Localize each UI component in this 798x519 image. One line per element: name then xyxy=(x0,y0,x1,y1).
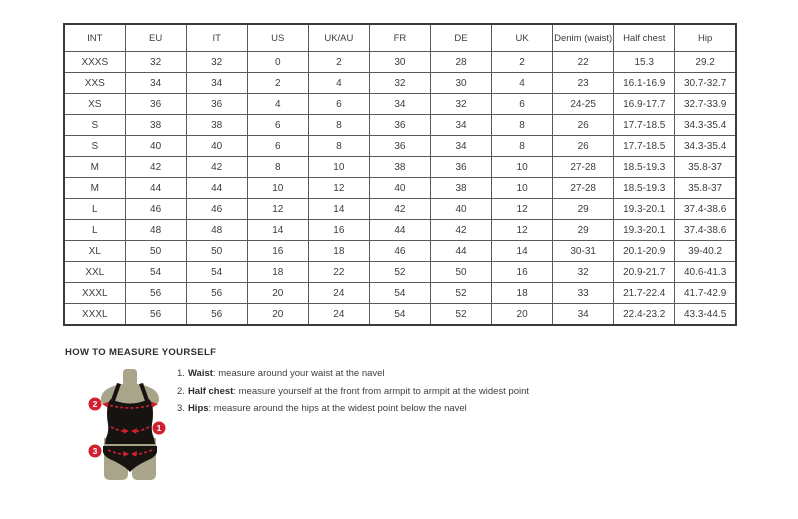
size-cell: 24 xyxy=(308,283,369,304)
size-cell: 29 xyxy=(553,199,614,220)
measure-steps xyxy=(177,368,529,421)
size-cell: 2 xyxy=(308,52,369,73)
size-cell: 32 xyxy=(369,73,430,94)
size-cell: 48 xyxy=(125,220,186,241)
size-cell: 46 xyxy=(369,241,430,262)
size-cell: XXXS xyxy=(64,52,125,73)
size-cell: 41.7-42.9 xyxy=(675,283,736,304)
size-cell: 30 xyxy=(430,73,491,94)
size-chart-body xyxy=(64,52,736,326)
size-cell: 56 xyxy=(186,304,247,326)
hips-marker-number: 3 xyxy=(92,446,98,456)
size-cell: 24 xyxy=(308,304,369,326)
size-cell: XS xyxy=(64,94,125,115)
size-cell: 56 xyxy=(125,304,186,326)
column-header: IT xyxy=(186,24,247,52)
size-cell: 15.3 xyxy=(614,52,675,73)
size-cell: 8 xyxy=(492,136,553,157)
size-cell: 36 xyxy=(369,136,430,157)
size-cell: 20.1-20.9 xyxy=(614,241,675,262)
size-row xyxy=(64,157,736,178)
step-number: 2. xyxy=(177,385,185,397)
size-cell: 39-40.2 xyxy=(675,241,736,262)
waist-marker-number: 1 xyxy=(156,423,162,433)
size-cell: XL xyxy=(64,241,125,262)
size-cell: 30-31 xyxy=(553,241,614,262)
size-row xyxy=(64,199,736,220)
size-cell: 20.9-21.7 xyxy=(614,262,675,283)
size-cell: 54 xyxy=(186,262,247,283)
size-cell: 29.2 xyxy=(675,52,736,73)
size-cell: 52 xyxy=(430,304,491,326)
size-cell: 36 xyxy=(430,157,491,178)
step-text: : measure yourself at the front from armpit to armpit at the widest point xyxy=(233,385,530,397)
size-row xyxy=(64,73,736,94)
size-cell: 40 xyxy=(430,199,491,220)
size-cell: 19.3-20.1 xyxy=(614,199,675,220)
size-cell: 50 xyxy=(186,241,247,262)
size-cell: 56 xyxy=(186,283,247,304)
size-cell: 32 xyxy=(553,262,614,283)
size-cell: 48 xyxy=(186,220,247,241)
size-cell: S xyxy=(64,115,125,136)
size-cell: 32 xyxy=(186,52,247,73)
size-cell: 26 xyxy=(553,115,614,136)
size-cell: 42 xyxy=(125,157,186,178)
size-cell: XXS xyxy=(64,73,125,94)
size-cell: 32 xyxy=(430,94,491,115)
size-cell: L xyxy=(64,199,125,220)
column-header: EU xyxy=(125,24,186,52)
step-text: : measure around the hips at the widest point below the navel xyxy=(208,403,467,414)
size-cell: 30.7-32.7 xyxy=(675,73,736,94)
size-row xyxy=(64,178,736,199)
size-cell: 4 xyxy=(492,73,553,94)
step-label: Half chest xyxy=(187,385,234,397)
header-row xyxy=(64,24,736,52)
size-cell: 8 xyxy=(247,157,308,178)
size-cell: 36 xyxy=(186,94,247,115)
column-header: UK xyxy=(492,24,553,52)
size-cell: M xyxy=(64,178,125,199)
size-cell: 44 xyxy=(369,220,430,241)
size-cell: 38 xyxy=(125,115,186,136)
measure-step-waist xyxy=(177,368,529,379)
size-row xyxy=(64,241,736,262)
size-cell: 20 xyxy=(492,304,553,326)
column-header: US xyxy=(247,24,308,52)
size-cell: 34 xyxy=(430,136,491,157)
size-cell: M xyxy=(64,157,125,178)
size-row xyxy=(64,94,736,115)
size-cell: 12 xyxy=(247,199,308,220)
size-cell: 44 xyxy=(186,178,247,199)
size-cell: 46 xyxy=(186,199,247,220)
size-cell: 34.3-35.4 xyxy=(675,136,736,157)
size-cell: 46 xyxy=(125,199,186,220)
size-cell: 8 xyxy=(492,115,553,136)
size-cell: 38 xyxy=(369,157,430,178)
size-cell: 6 xyxy=(492,94,553,115)
size-cell: XXXL xyxy=(64,283,125,304)
size-cell: 44 xyxy=(430,241,491,262)
size-cell: 40.6-41.3 xyxy=(675,262,736,283)
measure-section-title: HOW TO MEASURE YOURSELF xyxy=(65,347,217,358)
size-row xyxy=(64,220,736,241)
size-cell: 54 xyxy=(369,283,430,304)
size-row xyxy=(64,52,736,73)
step-label: Hips xyxy=(187,403,209,414)
size-cell: XXL xyxy=(64,262,125,283)
size-cell: 32.7-33.9 xyxy=(675,94,736,115)
size-cell: 40 xyxy=(125,136,186,157)
size-cell: 33 xyxy=(553,283,614,304)
size-cell: 38 xyxy=(430,178,491,199)
size-cell: 16 xyxy=(247,241,308,262)
size-cell: 19.3-20.1 xyxy=(614,220,675,241)
size-row xyxy=(64,136,736,157)
size-cell: 20 xyxy=(247,304,308,326)
size-cell: 26 xyxy=(553,136,614,157)
size-cell: 21.7-22.4 xyxy=(614,283,675,304)
size-cell: 34 xyxy=(186,73,247,94)
size-cell: 14 xyxy=(308,199,369,220)
size-cell: 35.8-37 xyxy=(675,178,736,199)
size-cell: 34 xyxy=(125,73,186,94)
size-cell: 52 xyxy=(369,262,430,283)
size-cell: 44 xyxy=(125,178,186,199)
size-cell: 2 xyxy=(247,73,308,94)
size-cell: 29 xyxy=(553,220,614,241)
measure-step-half-chest xyxy=(177,386,529,397)
size-cell: 22.4-23.2 xyxy=(614,304,675,326)
size-cell: 6 xyxy=(247,115,308,136)
size-cell: 52 xyxy=(430,283,491,304)
size-cell: 27-28 xyxy=(553,157,614,178)
size-cell: 14 xyxy=(247,220,308,241)
size-cell: 0 xyxy=(247,52,308,73)
size-cell: 42 xyxy=(369,199,430,220)
size-cell: 17.7-18.5 xyxy=(614,136,675,157)
size-cell: 10 xyxy=(492,178,553,199)
size-cell: 6 xyxy=(308,94,369,115)
size-cell: 42 xyxy=(186,157,247,178)
size-cell: 54 xyxy=(125,262,186,283)
size-cell: 6 xyxy=(247,136,308,157)
size-cell: 28 xyxy=(430,52,491,73)
column-header: UK/AU xyxy=(308,24,369,52)
size-chart-header xyxy=(64,24,736,52)
size-cell: 18.5-19.3 xyxy=(614,157,675,178)
size-cell: 4 xyxy=(308,73,369,94)
size-cell: 34 xyxy=(430,115,491,136)
size-cell: 18.5-19.3 xyxy=(614,178,675,199)
size-row xyxy=(64,262,736,283)
size-cell: 18 xyxy=(492,283,553,304)
size-cell: 22 xyxy=(308,262,369,283)
column-header: Hip xyxy=(675,24,736,52)
size-cell: 2 xyxy=(492,52,553,73)
size-cell: 32 xyxy=(125,52,186,73)
size-cell: 16.9-17.7 xyxy=(614,94,675,115)
step-number: 1. xyxy=(177,368,185,379)
measurement-diagram xyxy=(82,368,172,486)
size-cell: 50 xyxy=(430,262,491,283)
size-cell: 30 xyxy=(369,52,430,73)
size-cell: 27-28 xyxy=(553,178,614,199)
size-cell: 20 xyxy=(247,283,308,304)
measure-step-hips xyxy=(177,403,529,414)
size-cell: 10 xyxy=(492,157,553,178)
step-text: : measure around your waist at the navel xyxy=(212,368,385,379)
size-cell: 43.3-44.5 xyxy=(675,304,736,326)
chest-marker-number: 2 xyxy=(92,399,98,409)
size-cell: 37.4-38.6 xyxy=(675,220,736,241)
size-row xyxy=(64,283,736,304)
column-header: FR xyxy=(369,24,430,52)
size-cell: 35.8-37 xyxy=(675,157,736,178)
size-cell: 34.3-35.4 xyxy=(675,115,736,136)
size-cell: 12 xyxy=(308,178,369,199)
size-cell: 14 xyxy=(492,241,553,262)
size-cell: 37.4-38.6 xyxy=(675,199,736,220)
size-cell: 22 xyxy=(553,52,614,73)
size-cell: 18 xyxy=(308,241,369,262)
size-cell: 40 xyxy=(186,136,247,157)
size-cell: 40 xyxy=(369,178,430,199)
column-header: Denim (waist) xyxy=(553,24,614,52)
size-cell: 34 xyxy=(369,94,430,115)
size-cell: 12 xyxy=(492,199,553,220)
column-header: INT xyxy=(64,24,125,52)
column-header: Half chest xyxy=(614,24,675,52)
size-cell: 8 xyxy=(308,136,369,157)
size-cell: 18 xyxy=(247,262,308,283)
size-cell: 34 xyxy=(553,304,614,326)
size-cell: 42 xyxy=(430,220,491,241)
size-cell: 36 xyxy=(369,115,430,136)
size-cell: 24-25 xyxy=(553,94,614,115)
column-header: DE xyxy=(430,24,491,52)
step-label: Waist xyxy=(187,368,213,379)
size-cell: S xyxy=(64,136,125,157)
size-row xyxy=(64,115,736,136)
size-chart-table xyxy=(63,23,737,326)
size-cell: 56 xyxy=(125,283,186,304)
size-cell: 4 xyxy=(247,94,308,115)
step-number: 3. xyxy=(177,403,185,414)
size-cell: 50 xyxy=(125,241,186,262)
size-cell: 10 xyxy=(308,157,369,178)
size-cell: 38 xyxy=(186,115,247,136)
size-row xyxy=(64,304,736,326)
size-cell: XXXL xyxy=(64,304,125,326)
size-cell: 8 xyxy=(308,115,369,136)
size-cell: 16 xyxy=(492,262,553,283)
size-cell: 10 xyxy=(247,178,308,199)
size-cell: 17.7-18.5 xyxy=(614,115,675,136)
size-cell: 23 xyxy=(553,73,614,94)
size-cell: 12 xyxy=(492,220,553,241)
size-cell: 36 xyxy=(125,94,186,115)
size-cell: 16.1-16.9 xyxy=(614,73,675,94)
size-cell: L xyxy=(64,220,125,241)
size-cell: 54 xyxy=(369,304,430,326)
size-cell: 16 xyxy=(308,220,369,241)
